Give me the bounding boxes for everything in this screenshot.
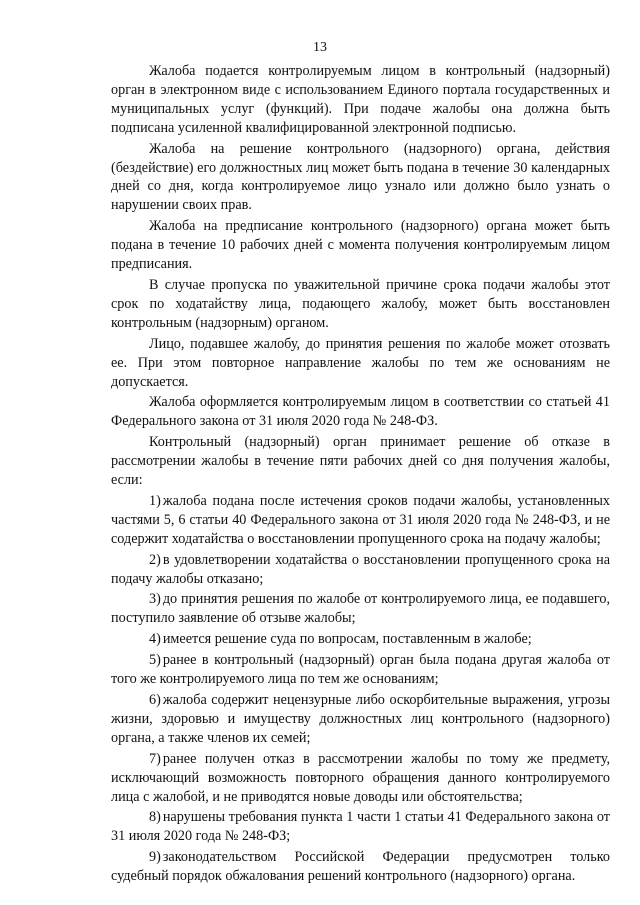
list-item-text: ранее получен отказ в рассмотрении жалобы по тому же предмету, исключающий возможность повторного обращения данного контролируемого лица с жалобой, и не приводятся новые доводы или обстоятельства;	[111, 750, 610, 805]
list-item	[111, 630, 610, 649]
list-item	[111, 590, 610, 628]
list-item-text: в удовлетворении ходатайства о восстановлении пропущенного срока на подачу жалобы отказано;	[111, 551, 610, 587]
list-item	[111, 691, 610, 748]
list-item-number: 1)	[149, 492, 161, 509]
list-item	[111, 492, 610, 549]
list-item-text: жалоба подана после истечения сроков подачи жалобы, установленных частями 5, 6 статьи 40 Федерального закона от 31 июля 2020 года № 248-ФЗ, и не содержит ходатайства о восстановлении пропущенного срока на подачу жалобы;	[111, 492, 610, 547]
paragraph-decision-complaint-term: Жалоба на решение контрольного (надзорного) органа, действия (бездействие) его должностных лиц может быть подана в течение 30 календарных дней со дня, когда контролируемое лицо узнало или должно было узнать о нарушении своих прав.	[111, 140, 610, 214]
page-number: 13	[313, 40, 327, 55]
list-item-text: нарушены требования пункта 1 части 1 статьи 41 Федерального закона от 31 июля 2020 года № 248-ФЗ;	[111, 809, 610, 845]
list-item-text: жалоба содержит нецензурные либо оскорбительные выражения, угрозы жизни, здоровью и имуществу должностных лиц контрольного (надзорного) органа, а также членов их семей;	[111, 692, 610, 746]
list-item-text: имеется решение суда по вопросам, поставленным в жалобе;	[162, 631, 532, 648]
paragraph-withdrawal: Лицо, подавшее жалобу, до принятия решения по жалобе может отозвать ее. При этом повторное направление жалобы по тем же основаниям не допускается.	[111, 335, 610, 390]
list-item-text: до принятия решения по жалобе от контролируемого лица, ее подавшего, поступило заявление об отзыве жалобы;	[111, 591, 610, 627]
list-item-number: 3)	[149, 591, 161, 608]
paragraph-order-complaint-term: Жалоба на предписание контрольного (надзорного) органа может быть подана в течение 10 рабочих дней с момента получения контролируемым лицом предписания.	[111, 218, 610, 273]
paragraph-refusal-grounds-intro: Контрольный (надзорный) орган принимает решение об отказе в рассмотрении жалобы в течение пяти рабочих дней со дня получения жалобы, если:	[111, 434, 610, 489]
paragraph-formatting: Жалоба оформляется контролируемым лицом в соответствии со статьей 41 Федерального закона от 31 июля 2020 года № 248-ФЗ.	[111, 394, 610, 430]
list-item-number: 2)	[149, 551, 161, 568]
list-item-text: законодательством Российской Федерации предусмотрен только судебный порядок обжалования решений контрольного (надзорного) органа.	[111, 849, 610, 885]
list-item-number: 7)	[149, 750, 161, 767]
list-item	[111, 848, 610, 886]
list-item	[111, 651, 610, 689]
list-item	[111, 808, 610, 846]
list-item-number: 4)	[149, 631, 161, 648]
list-item-text: ранее в контрольный (надзорный) орган была подана другая жалоба от того же контролируемого лица по тем же основаниям;	[111, 652, 610, 688]
list-item	[111, 551, 610, 589]
list-item-number: 8)	[149, 809, 161, 826]
list-item-number: 9)	[149, 849, 161, 866]
list-item	[111, 750, 610, 807]
paragraph-missed-deadline: В случае пропуска по уважительной причине срока подачи жалобы этот срок по ходатайству лица, подающего жалобу, может быть восстановлен контрольным (надзорным) органом.	[111, 276, 610, 331]
document-body	[111, 62, 610, 888]
list-item-number: 6)	[149, 692, 161, 708]
paragraph-submission-method: Жалоба подается контролируемым лицом в контрольный (надзорный) орган в электронном виде с использованием Единого портала государственных и муниципальных услуг (функций). При подаче жалобы она должна быть подписана усиленной квалифицированной электронной подписью.	[111, 63, 610, 136]
list-item-number: 5)	[149, 652, 161, 669]
